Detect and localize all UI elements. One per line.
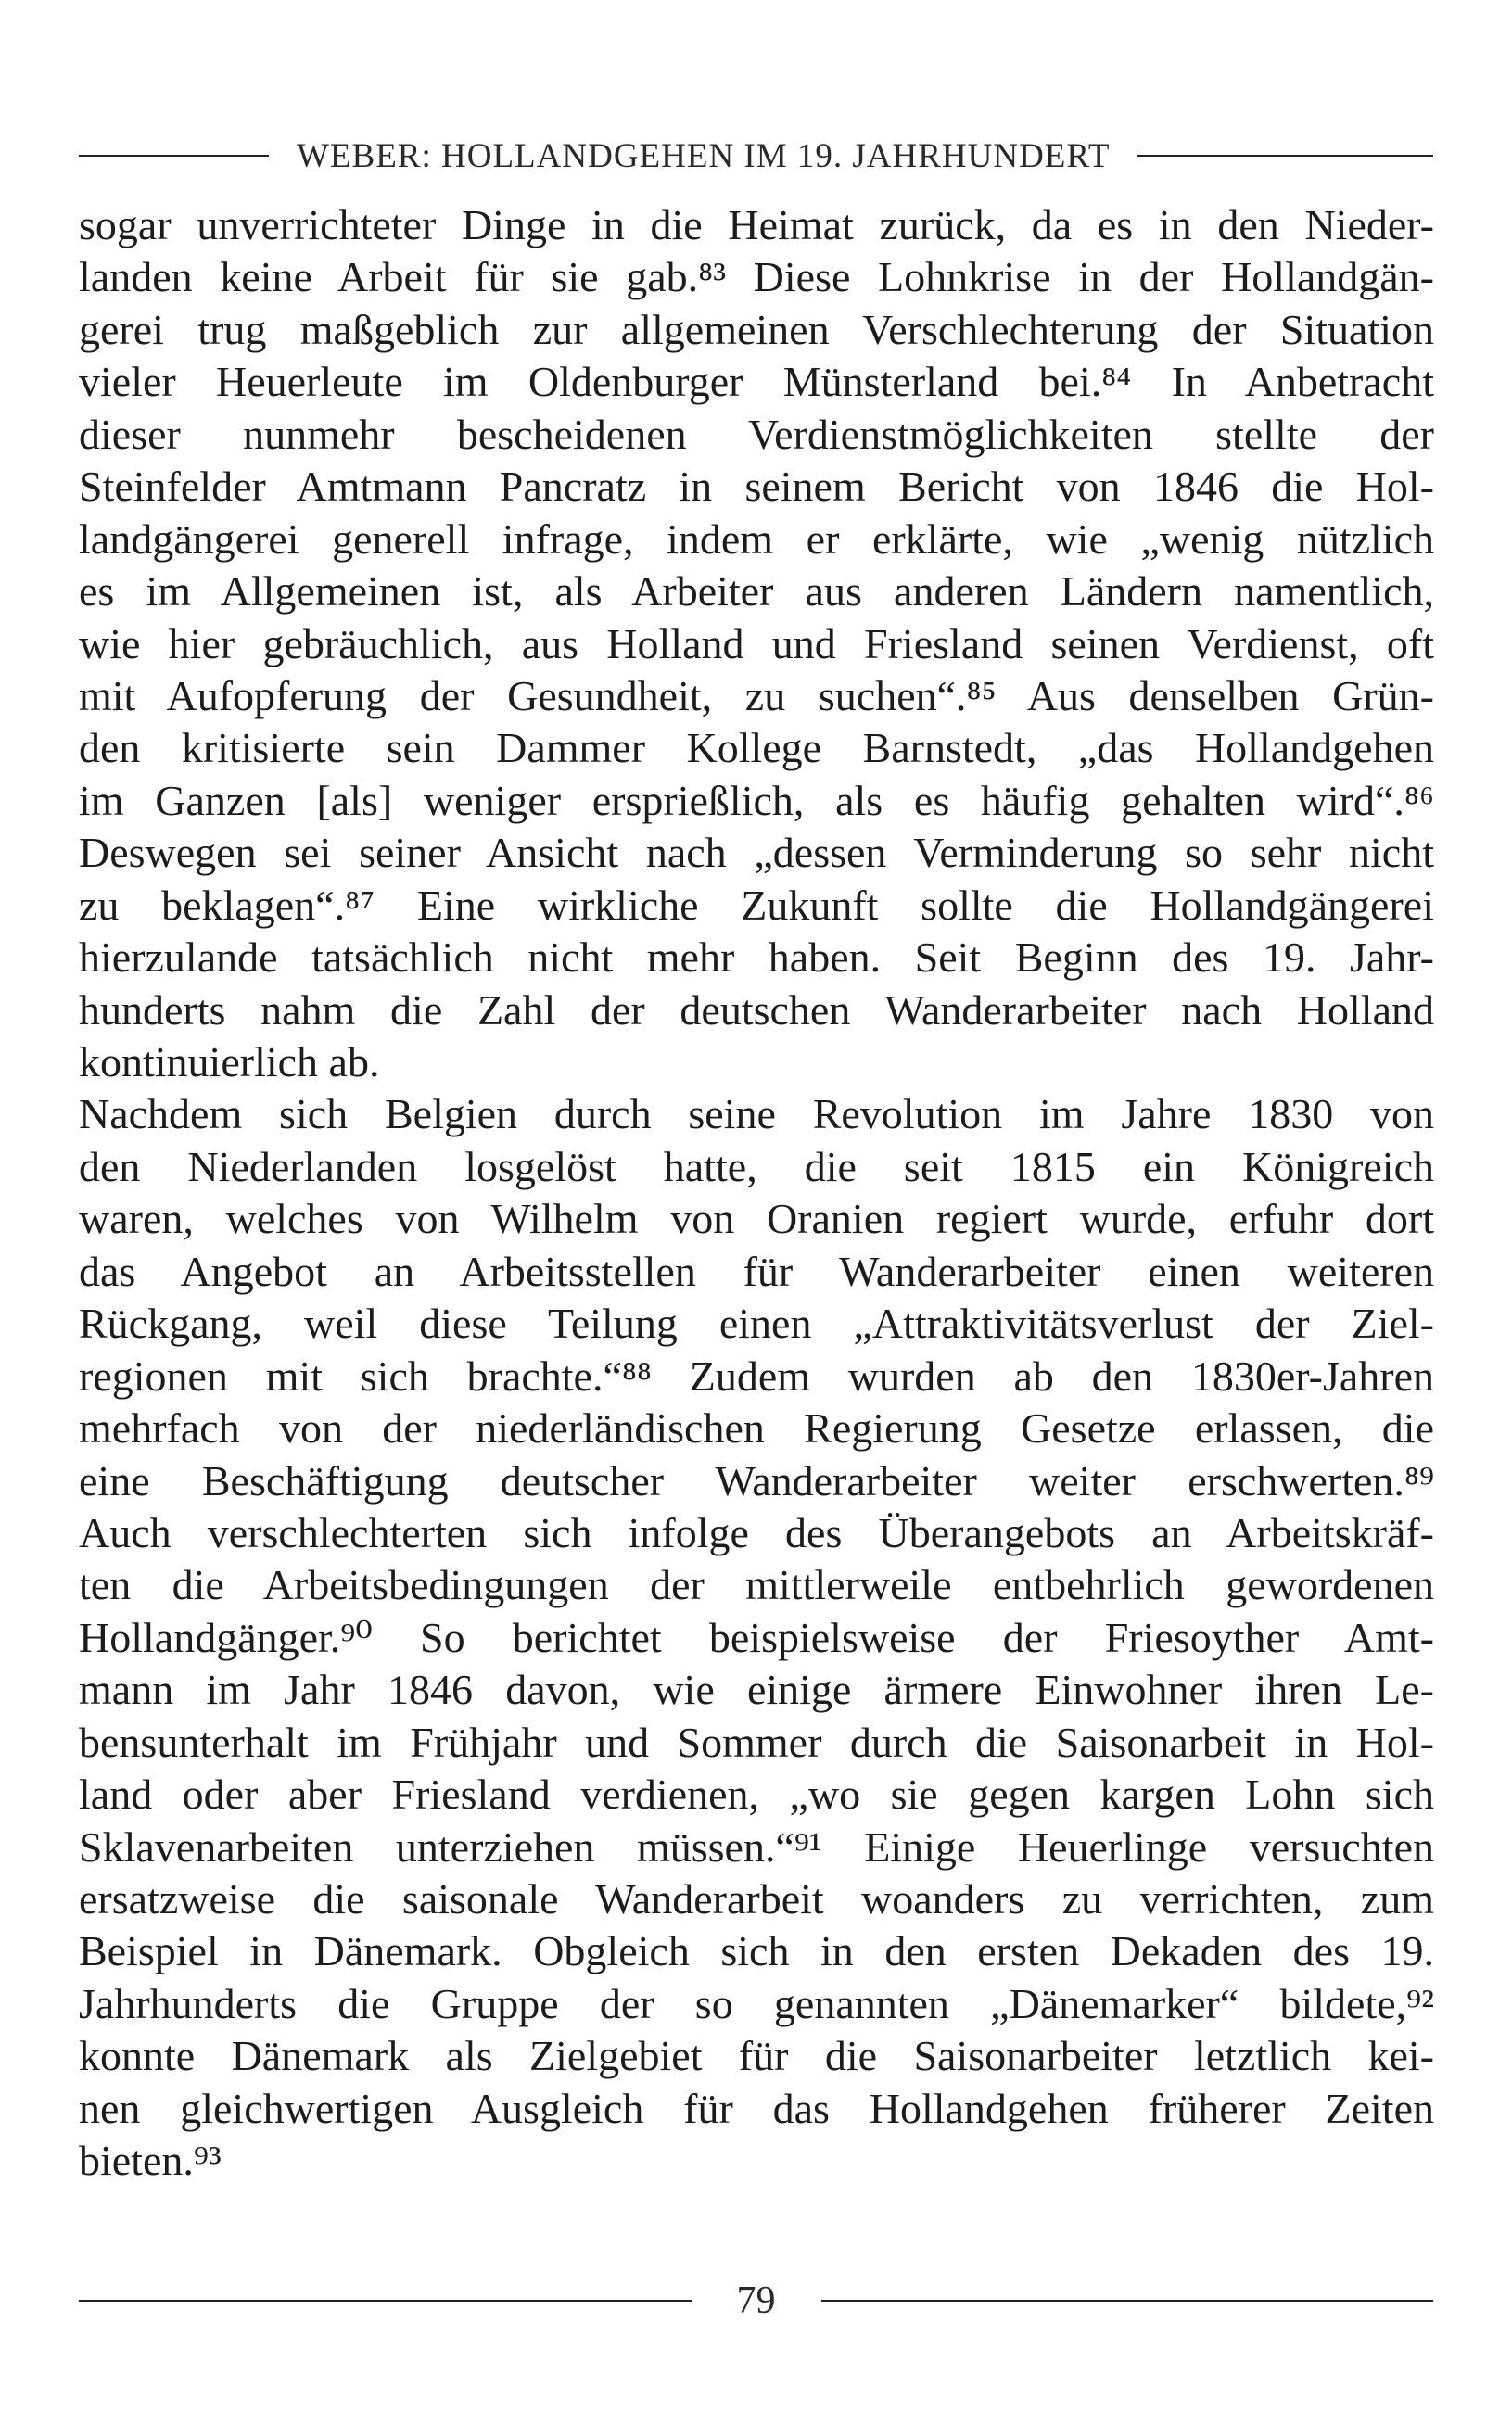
text-line: wie hier gebräuchlich, aus Holland und Friesland seinen Verdienst, oft xyxy=(79,619,1434,667)
text-line: land oder aber Friesland verdienen, „wo sie gegen kargen Lohn sich xyxy=(79,1771,1434,1819)
text-line: regionen mit sich brachte.“⁸⁸ Zudem wurden ab den 1830er-Jahren xyxy=(79,1352,1434,1400)
footer-rule-right xyxy=(821,2300,1434,2302)
text-line: sogar unverrichteter Dinge in die Heimat zurück, da es in den Nieder- xyxy=(79,201,1434,248)
text-line: bensunterhalt im Frühjahr und Sommer durch die Saisonarbeit in Hol- xyxy=(79,1718,1434,1766)
text-line: Jahrhunderts die Gruppe der so genannten „Dänemarker“ bildete,⁹² xyxy=(79,1979,1434,2027)
text-line: den Niederlanden losgelöst hatte, die seit 1815 ein Königreich xyxy=(79,1142,1434,1190)
text-line: eine Beschäftigung deutscher Wanderarbeiter weiter erschwerten.⁸⁹ xyxy=(79,1456,1434,1505)
footer-rule-left xyxy=(79,2300,692,2302)
text-line: Steinfelder Amtmann Pancratz in seinem Bericht von 1846 die Hol- xyxy=(79,463,1434,511)
body-text xyxy=(79,199,1434,2188)
text-line: es im Allgemeinen ist, als Arbeiter aus anderen Ländern namentlich, xyxy=(79,567,1434,616)
text-line: konnte Dänemark als Zielgebiet für die Saisonarbeiter letztlich kei- xyxy=(79,2032,1434,2080)
text-line: mit Aufopferung der Gesundheit, zu suchen“.⁸⁵ Aus denselben Grün- xyxy=(79,671,1434,719)
running-title: WEBER: HOLLANDGEHEN IM 19. JAHRHUNDERT xyxy=(297,136,1111,175)
text-line: zu beklagen“.⁸⁷ Eine wirkliche Zukunft sollte die Hollandgängerei xyxy=(79,881,1434,929)
text-line: mann im Jahr 1846 davon, wie einige ärmere Einwohner ihren Le- xyxy=(79,1666,1434,1714)
text-line: landen keine Arbeit für sie gab.⁸³ Diese Lohnkrise in der Hollandgän- xyxy=(79,253,1434,301)
header-rule-left xyxy=(79,155,269,157)
header-rule-right xyxy=(1137,155,1433,157)
text-line: mehrfach von der niederländischen Regierung Gesetze erlassen, die xyxy=(79,1404,1434,1453)
text-line: landgängerei generell infrage, indem er erklärte, wie „wenig nützlich xyxy=(79,514,1434,563)
text-line: das Angebot an Arbeitsstellen für Wanderarbeiter einen weiteren xyxy=(79,1247,1434,1295)
page-number: 79 xyxy=(736,2279,776,2322)
text-line: Hollandgänger.⁹⁰ So berichtet beispielsweise der Friesoyther Amt- xyxy=(79,1613,1434,1661)
page-footer xyxy=(79,2273,1433,2329)
running-header xyxy=(79,133,1433,179)
text-line: Sklavenarbeiten unterziehen müssen.“⁹¹ Einige Heuerlinge versuchten xyxy=(79,1822,1434,1871)
text-line: dieser nunmehr bescheidenen Verdienstmöglichkeiten stellte der xyxy=(79,410,1434,458)
text-line: vieler Heuerleute im Oldenburger Münsterland bei.⁸⁴ In Anbetracht xyxy=(79,358,1434,406)
text-line: ten die Arbeitsbedingungen der mittlerweile entbehrlich gewordenen xyxy=(79,1561,1434,1609)
text-line: den kritisierte sein Dammer Kollege Barnstedt, „das Hollandgehen xyxy=(79,724,1434,772)
text-line: gerei trug maßgeblich zur allgemeinen Verschlechterung der Situation xyxy=(79,305,1434,353)
text-line: Deswegen sei seiner Ansicht nach „dessen Verminderung so sehr nicht xyxy=(79,829,1434,877)
text-line: Auch verschlechterten sich infolge des Überangebots an Arbeitskräf- xyxy=(79,1508,1434,1556)
text-line: Rückgang, weil diese Teilung einen „Attraktivitätsverlust der Ziel- xyxy=(79,1300,1434,1348)
text-line: Nachdem sich Belgien durch seine Revolution im Jahre 1830 von xyxy=(79,1090,1434,1138)
text-line: waren, welches von Wilhelm von Oranien regiert wurde, erfuhr dort xyxy=(79,1195,1434,1243)
text-line: hunderts nahm die Zahl der deutschen Wanderarbeiter nach Holland xyxy=(79,985,1434,1034)
text-line: kontinuierlich ab. xyxy=(79,1038,380,1086)
text-line: im Ganzen [als] weniger ersprießlich, als es häufig gehalten wird“.⁸⁶ xyxy=(79,776,1434,824)
text-line: Beispiel in Dänemark. Obgleich sich in den ersten Dekaden des 19. xyxy=(79,1927,1434,1975)
text-line: nen gleichwertigen Ausgleich für das Hollandgehen früherer Zeiten xyxy=(79,2084,1434,2132)
text-line: bieten.⁹³ xyxy=(79,2137,222,2185)
text-line: ersatzweise die saisonale Wanderarbeit woanders zu verrichten, zum xyxy=(79,1875,1434,1923)
text-line: hierzulande tatsächlich nicht mehr haben. Seit Beginn des 19. Jahr- xyxy=(79,933,1434,982)
